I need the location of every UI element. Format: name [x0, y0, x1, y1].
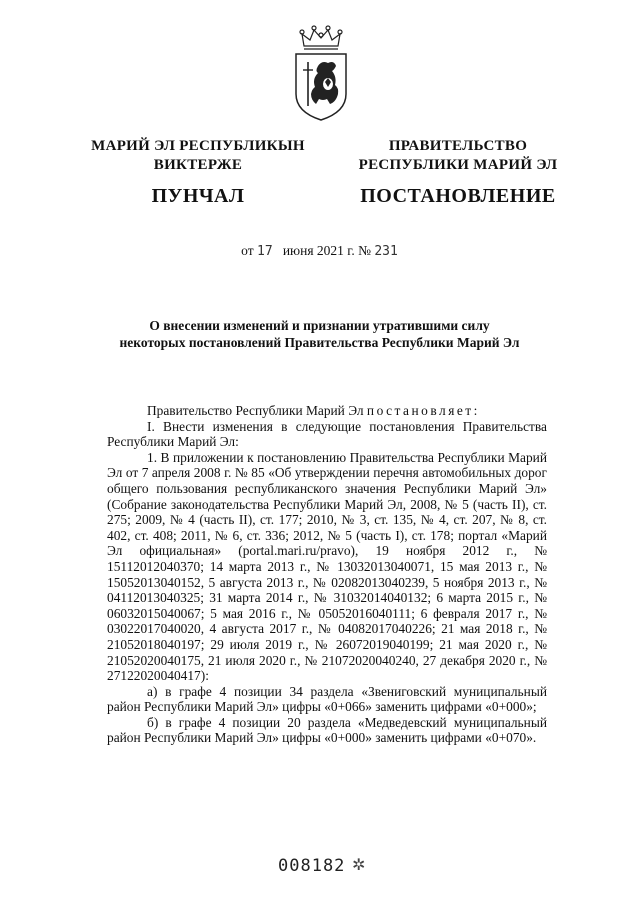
title-line2: некоторых постановлений Правительства Республики Марий Эл [119, 335, 520, 350]
header-right-doc-type: ПОСТАНОВЛЕНИЕ [360, 185, 556, 207]
header-right-line2: РЕСПУБЛИКИ МАРИЙ ЭЛ [358, 157, 558, 173]
serial-number: 008182 [278, 856, 346, 876]
paragraph-3: а) в графе 4 позиции 34 раздела «Звениговский муниципальный район Республики Марий Эл» цифры «0+066» заменить цифрами «0+000»; [107, 683, 547, 715]
paragraph-2: 1. В приложении к постановлению Правительства Республики Марий Эл от 7 апреля 2008 г. № 85 «Об утверждении перечня автомобильных дорог общего пользования республиканского значения Республики Марий Эл» (Собрание законодательства Республики Марий Эл, 2008, № 5 (часть II), ст. 275; 2009, № 4 (часть II), ст. 177; 2010, № 3, ст. 135, № 4, ст. 207, № 8, ст. 402, ст. 408; 2011, № 6, ст. 336; 2012, № 5 (часть I), ст. 178; портал «Марий Эл официальная» (portal.mari.ru/pravo), 19 ноября 2012 г., № 15112012040370; 14 марта 2013 г., № 13032013040071, 15 мая 2013 г., № 15052013040152, 5 августа 2013 г., № 02082013040239, 5 ноября 2013 г., № 04112013040325; 31 марта 2014 г., № 31032014040132; 6 марта 2015 г., № 06032015040067; 5 мая 2016 г., № 05052016040111; 6 февраля 2017 г., № 03022017040020, 4 августа 2017 г., № 04082017040226; 21 мая 2018 г., № 21052018040197; 29 июля 2019 г., № 26072019040199; 21 мая 2020 г., № 21052020040175, 21 июля 2020 г., № 21072020040240, 27 декабря 2020 г., № 27122020040417): [107, 449, 547, 684]
asterisk-stamp-icon: ✲ [352, 857, 366, 874]
intro-paragraph [107, 403, 547, 419]
document-date-line [0, 243, 639, 259]
header-left-line1: МАРИЙ ЭЛ РЕСПУБЛИКЫН [91, 138, 305, 154]
coat-of-arms-icon [292, 22, 350, 122]
header-left-doc-type: ПУНЧАЛ [151, 185, 245, 207]
paragraph-4: б) в графе 4 позиции 20 раздела «Медведевский муниципальный район Республики Марий Эл» цифры «0+000» заменить цифрами «0+070». [107, 714, 547, 746]
header-left-line2: ВИКТЕРЖЕ [153, 157, 243, 173]
document-title [100, 317, 539, 351]
date-month-year: июня 2021 г. № [282, 243, 371, 258]
title-line1: О внесении изменений и признании утратившими силу [149, 318, 490, 333]
header-right-line1: ПРАВИТЕЛЬСТВО [388, 138, 528, 154]
document-body [107, 403, 547, 746]
date-prefix: от [241, 243, 254, 258]
intro-lead: Правительство Республики Марий Эл [147, 403, 364, 418]
paragraph-1: I. Внести изменения в следующие постановления Правительства Республики Марий Эл: [107, 418, 547, 450]
document-number: 231 [374, 244, 398, 259]
header-left [58, 137, 338, 209]
intro-verb: постановляет: [366, 403, 480, 418]
date-day: 17 [257, 244, 273, 259]
header-right [318, 137, 598, 209]
